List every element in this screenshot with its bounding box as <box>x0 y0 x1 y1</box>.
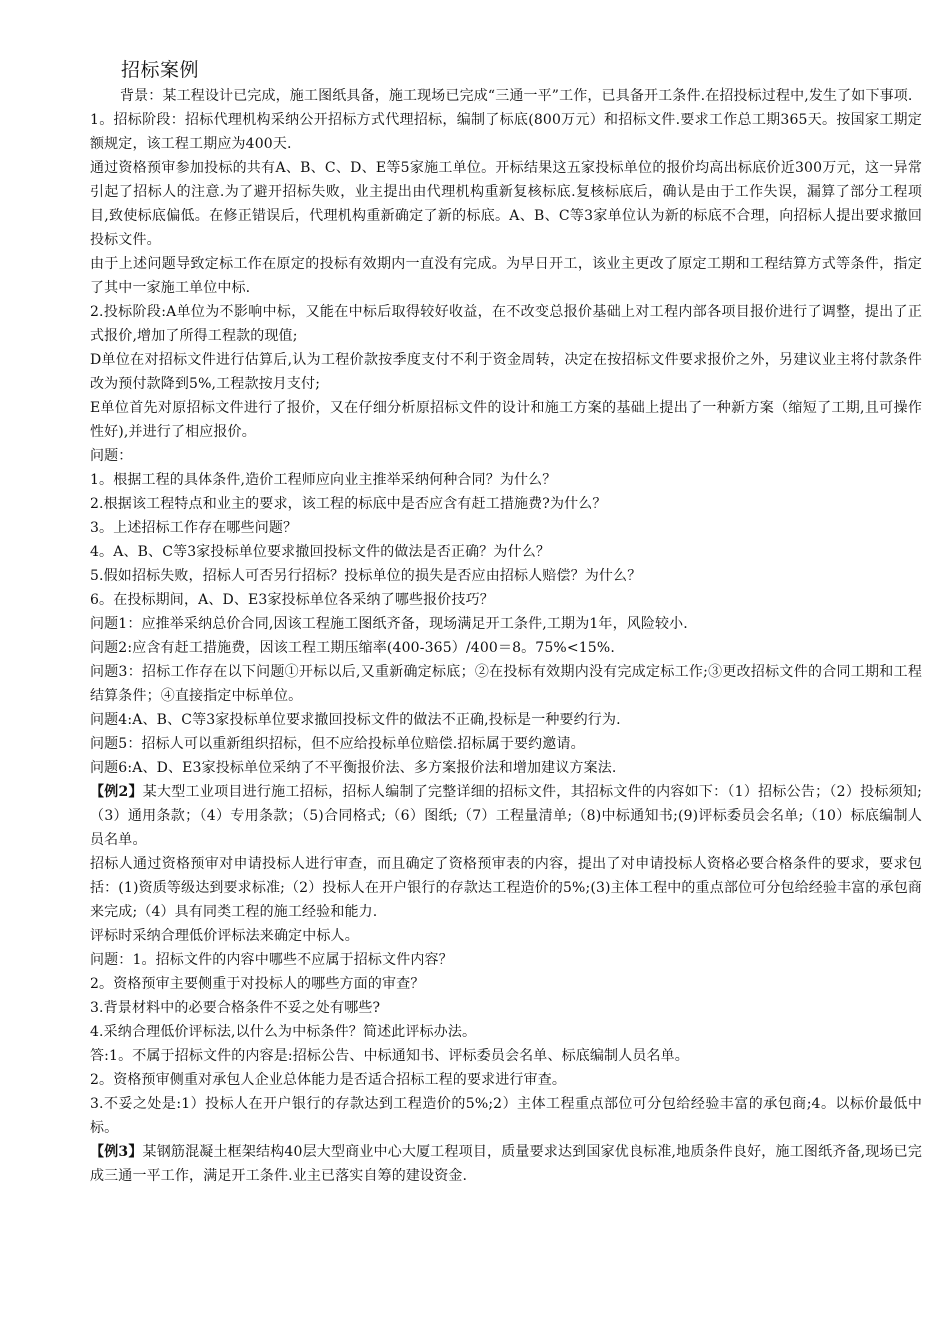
paragraph-text: 4.采纳合理低价评标法,以什么为中标条件？简述此评标办法。 <box>90 1024 477 1040</box>
paragraph-text: 3.不妥之处是:1）投标人在开户银行的存款达到工程造价的5%;2）主体工程重点部位可分包给经验丰富的承包商;4。以标价最低中标。 <box>90 1096 922 1136</box>
paragraph <box>90 1044 922 1068</box>
paragraph-text: 1。招标阶段：招标代理机构采纳公开招标方式代理招标，编制了标底(800万元）和招标文件.要求工作总工期365天。按国家工期定额规定，该工程工期应为400天. <box>90 112 922 152</box>
document-body <box>90 84 922 1188</box>
paragraph <box>90 156 922 252</box>
paragraph <box>90 1140 922 1188</box>
paragraph-text: 5.假如招标失败，招标人可否另行招标？投标单位的损失是否应由招标人赔偿？为什么？ <box>90 568 642 584</box>
paragraph <box>90 996 922 1020</box>
paragraph <box>90 636 922 660</box>
paragraph-text: 2。资格预审主要侧重于对投标人的哪些方面的审查？ <box>90 976 425 992</box>
paragraph-text: 问题5：招标人可以重新组织招标，但不应给投标单位赔偿.招标属于要约邀请。 <box>90 736 585 752</box>
paragraph <box>90 252 922 300</box>
paragraph-text: 问题：1。招标文件的内容中哪些不应属于招标文件内容？ <box>90 952 453 968</box>
paragraph <box>90 300 922 348</box>
paragraph-text: 2.投标阶段:A单位为不影响中标，又能在中标后取得较好收益，在不改变总报价基础上对工程内部各项目报价进行了调整，提出了正式报价,增加了所得工程款的现值; <box>90 304 922 344</box>
paragraph-text: 3。上述招标工作存在哪些问题？ <box>90 520 298 536</box>
paragraph <box>90 972 922 996</box>
paragraph <box>90 1092 922 1140</box>
paragraph-text: 2。资格预审侧重对承包人企业总体能力是否适合招标工程的要求进行审查。 <box>90 1072 567 1088</box>
paragraph <box>90 780 922 852</box>
paragraph-text: 4。A、B、C等3家投标单位要求撤回投标文件的做法是否正确？为什么？ <box>90 544 551 560</box>
paragraph <box>90 348 922 396</box>
example-tag: 【例3】 <box>90 1144 143 1160</box>
paragraph <box>90 444 922 468</box>
paragraph-text: 评标时采纳合理低价评标法来确定中标人。 <box>90 928 359 944</box>
paragraph <box>90 84 922 108</box>
paragraph-text: 问题3：招标工作存在以下问题①开标以后,又重新确定标底；②在投标有效期内没有完成定标工作;③更改招标文件的合同工期和工程结算条件；④直接指定中标单位。 <box>90 664 922 704</box>
paragraph <box>90 540 922 564</box>
paragraph-text: 问题4:A、B、C等3家投标单位要求撤回投标文件的做法不正确,投标是一种要约行为. <box>90 712 621 728</box>
paragraph <box>90 1020 922 1044</box>
paragraph-text: D单位在对招标文件进行估算后,认为工程价款按季度支付不利于资金周转，决定在按招标文件要求报价之外，另建议业主将付款条件改为预付款降到5%,工程款按月支付; <box>90 352 922 392</box>
paragraph-text: 答:1。不属于招标文件的内容是:招标公告、中标通知书、评标委员会名单、标底编制人员名单。 <box>90 1048 689 1064</box>
paragraph-text: 招标人通过资格预审对申请投标人进行审查，而且确定了资格预审表的内容，提出了对申请投标人资格必要合格条件的要求，要求包括：(1)资质等级达到要求标准;（2）投标人在开户银行的存款达工程造价的5%;(3)主体工程中的重点部位可分包给经验丰富的承包商来完成;（4）具有同类工程的施工经验和能力. <box>90 856 922 920</box>
paragraph <box>90 756 922 780</box>
paragraph <box>90 708 922 732</box>
paragraph <box>90 612 922 636</box>
paragraph-text: 某大型工业项目进行施工招标，招标人编制了完整详细的招标文件，其招标文件的内容如下：（1）招标公告；（2）投标须知;（3）通用条款；（4）专用条款；（5)合同格式;（6）图纸;（7）工程量清单;（8)中标通知书;(9)评标委员会名单;（10）标底编制人员名单。 <box>90 784 922 848</box>
paragraph-text: E单位首先对原招标文件进行了报价，又在仔细分析原招标文件的设计和施工方案的基础上提出了一种新方案（缩短了工期,且可操作性好),并进行了相应报价。 <box>90 400 922 440</box>
paragraph <box>90 1068 922 1092</box>
paragraph-text: 由于上述问题导致定标工作在原定的投标有效期内一直没有完成。为早日开工，该业主更改了原定工期和工程结算方式等条件，指定了其中一家施工单位中标. <box>90 256 922 296</box>
paragraph <box>90 468 922 492</box>
paragraph <box>90 396 922 444</box>
paragraph-text: 背景：某工程设计已完成，施工图纸具备，施工现场已完成“三通一平”工作，已具备开工条件.在招投标过程中,发生了如下事项. <box>120 88 913 104</box>
paragraph <box>90 108 922 156</box>
paragraph <box>90 516 922 540</box>
paragraph-text: 某钢筋混凝土框架结构40层大型商业中心大厦工程项目，质量要求达到国家优良标准,地质条件良好，施工图纸齐备,现场已完成三通一平工作，满足开工条件.业主已落实自筹的建设资金. <box>90 1144 923 1184</box>
document-title: 招标案例 <box>121 59 200 81</box>
paragraph <box>90 492 922 516</box>
paragraph-text: 3.背景材料中的必要合格条件不妥之处有哪些? <box>90 1000 381 1016</box>
paragraph <box>90 732 922 756</box>
paragraph <box>90 588 922 612</box>
paragraph-text: 问题： <box>90 448 133 464</box>
paragraph-text: 1。根据工程的具体条件,造价工程师应向业主推举采纳何种合同？为什么？ <box>90 472 557 488</box>
paragraph-text: 问题2:应含有赶工措施费，因该工程工期压缩率(400-365）/400＝8。75%<15%. <box>90 640 615 656</box>
example-tag: 【例2】 <box>90 784 143 800</box>
paragraph-text: 2.根据该工程特点和业主的要求，该工程的标底中是否应含有赶工措施费?为什么？ <box>90 496 607 512</box>
paragraph <box>90 924 922 948</box>
paragraph-text: 问题1：应推举采纳总价合同,因该工程施工图纸齐备，现场满足开工条件,工期为1年，风险较小. <box>90 616 688 632</box>
paragraph <box>90 852 922 924</box>
paragraph <box>90 564 922 588</box>
paragraph-text: 通过资格预审参加投标的共有A、B、C、D、E等5家施工单位。开标结果这五家投标单位的报价均高出标底价近300万元，这一异常引起了招标人的注意.为了避开招标失败，业主提出由代理机构重新复核标底.复核标底后，确认是由于工作失误，漏算了部分工程项目,致使标底偏低。在修正错误后，代理机构重新确定了新的标底。A、B、C等3家单位认为新的标底不合理，向招标人提出要求撤回投标文件。 <box>90 160 922 248</box>
paragraph <box>90 948 922 972</box>
paragraph <box>90 660 922 708</box>
paragraph-text: 6。在投标期间，A、D、E3家投标单位各采纳了哪些报价技巧？ <box>90 592 494 608</box>
paragraph-text: 问题6:A、D、E3家投标单位采纳了不平衡报价法、多方案报价法和增加建议方案法. <box>90 760 617 776</box>
